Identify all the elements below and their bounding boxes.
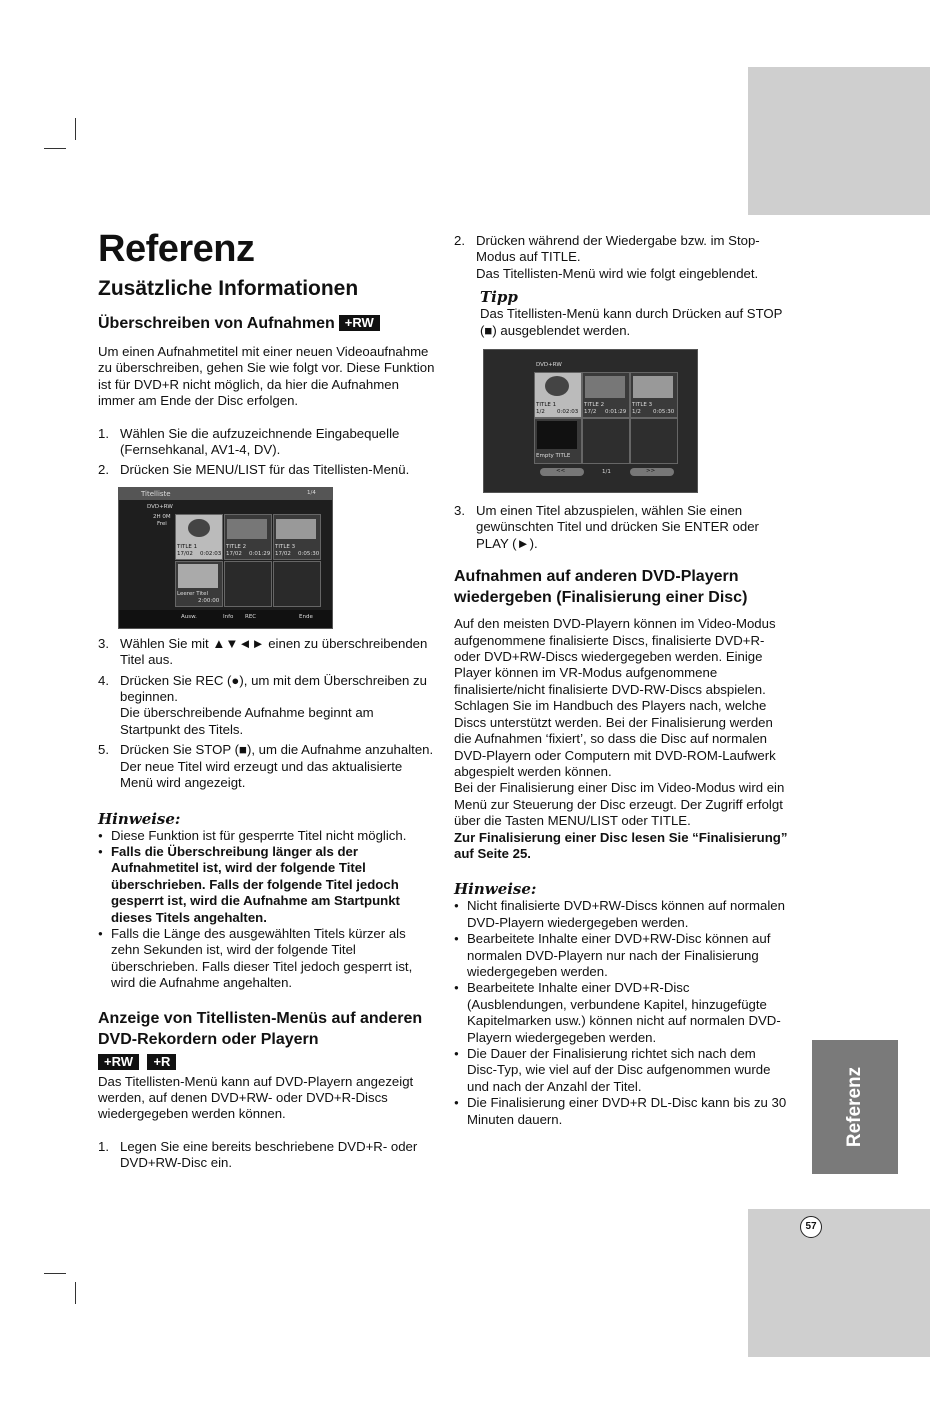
step-number: 3. <box>454 503 465 519</box>
note-item: ● Falls die Überschreibung länger als der Aufnahmetitel ist, wird der folgende Titel überschrieben. Falls der folgende Titel jedoch gesperrt ist, wird die Aufnahme am Startpunkt dieses Titels angehalten. <box>98 844 436 926</box>
footer-exit: Ende <box>299 613 313 620</box>
empty-slot <box>273 561 321 607</box>
intro-paragraph: Um einen Aufnahmetitel mit einer neuen Videoaufnahme zu überschreiben, gehen Sie wie folgt vor. Diese Funktion ist für DVD+R nicht möglich, da hier die Aufnahmen immer am Ende der Disc erfolgen. <box>98 344 435 409</box>
empty-title-time: 2:00:00 <box>198 597 220 604</box>
section-tab <box>812 1040 898 1174</box>
empty-slot <box>630 418 678 464</box>
list-item <box>98 462 436 478</box>
step-text: Um einen Titel abzuspielen, wählen Sie einen gewünschten Titel und drücken Sie ENTER oder PLAY (►). <box>476 503 759 551</box>
next-page-button[interactable] <box>630 468 674 476</box>
empty-slot <box>582 418 630 464</box>
list-item <box>98 673 436 739</box>
side-panel-bottom <box>748 1209 930 1357</box>
step-text: Wählen Sie mit ▲▼◄► einen zu überschreibenden Titel aus. <box>120 635 428 668</box>
thumb-name: TITLE 3 <box>632 402 653 409</box>
screen-free-time: 2H 0M <box>153 513 171 520</box>
section-heading: Aufnahmen auf anderen DVD-Playern wiedergeben (Finalisierung einer Disc) <box>454 568 748 607</box>
notes-heading: Hinweise: <box>98 809 181 828</box>
thumb-name: TITLE 1 <box>177 543 198 550</box>
note-item: ● Die Dauer der Finalisierung richtet sich nach dem Disc-Typ, wie viel auf der Disc aufgenommen wurde und nach der Anzahl der Titel. <box>454 1046 788 1095</box>
rw-badge: +RW <box>339 315 380 331</box>
notes-heading: Hinweise: <box>454 880 537 899</box>
thumb-name: TITLE 1 <box>536 402 557 409</box>
thumb-time: 0:01:29 <box>249 550 271 557</box>
left-column <box>98 228 436 1172</box>
step-text: Wählen Sie die aufzuzeichnende Eingabequelle (Fernsehkanal, AV1-4, DV). <box>120 425 400 458</box>
body-paragraph: Auf den meisten DVD-Playern können im Video-Modus aufgenommene finalisierte Discs, finalisierte DVD+R- oder DVD+RW-Discs wiedergegeben werden. Einige Player können im VR-Modus aufgenommene finalisierte/nicht finalisierte DVD-RW-Discs abspielen. Schlagen Sie im Handbuch des Players nach, welche Discs unterstützt werden. Bei der Finalisierung werden die Aufnahmen ‘fixiert’, so dass die Disc auf normalen DVD-Playern oder Computern mit DVD-ROM-Laufwerk abgespielt werden können. <box>454 616 776 779</box>
screen-header: Titelliste <box>141 489 171 498</box>
page-number: 57 <box>800 1216 822 1238</box>
prev-page-button[interactable] <box>540 468 584 476</box>
thumb-time: 0:05:30 <box>298 550 320 557</box>
empty-title-label: Empty TITLE <box>536 453 571 460</box>
step-text: Drücken Sie STOP (■), um die Aufnahme anzuhalten. <box>120 742 434 758</box>
thumb-date: 1/2 <box>536 409 545 416</box>
thumb-name: TITLE 3 <box>275 543 296 550</box>
list-item <box>454 503 788 552</box>
next-label: >> <box>646 468 656 475</box>
thumb-date: 17/02 <box>226 550 242 557</box>
section-tab-label: Referenz <box>844 1066 865 1148</box>
rw-badge: +RW <box>98 1054 139 1070</box>
note-item: ● Falls die Länge des ausgewählten Titels kürzer als zehn Sekunden ist, wird der folgende Titel überschrieben. Falls dieser Titel jedoch gesperrt ist, wird die Aufnahme angehalten. <box>98 926 436 992</box>
step-number: 2. <box>454 233 465 248</box>
empty-title-thumbnail <box>534 418 582 464</box>
thumb-time: 0:02:03 <box>200 550 222 557</box>
note-item: ● Die Finalisierung einer DVD+R DL-Disc kann bis zu 30 Minuten dauern. <box>454 1095 788 1128</box>
title-thumbnail <box>273 514 321 560</box>
section-heading <box>98 313 436 334</box>
title-thumbnail <box>582 372 630 418</box>
r-badge: +R <box>147 1054 176 1070</box>
note-item: ● Bearbeitete Inhalte einer DVD+R-Disc (Ausblendungen, verbundene Kapitel, hinzugefügte Kapitelmarken usw.) können nicht auf normalen DVD-Playern wiedergegeben werden. <box>454 980 788 1046</box>
list-item <box>98 426 436 459</box>
thumb-date: 1/2 <box>632 409 641 416</box>
body-paragraph: Bei der Finalisierung einer Disc im Video-Modus wird ein Menü zur Steuerung der Disc erzeugt. Der Zugriff erfolgt über die Tasten MENU/LIST oder TITLE. <box>454 780 785 829</box>
footer-select: Ausw. <box>181 613 197 620</box>
tip-heading: Tipp <box>480 288 518 307</box>
thumb-time: 0:02:03 <box>557 409 579 416</box>
step-number: 3. <box>98 635 109 651</box>
step-extra: Der neue Titel wird erzeugt und das aktualisierte Menü wird angezeigt. <box>120 758 403 791</box>
thumb-time: 0:01:29 <box>605 409 627 416</box>
right-column <box>454 233 788 1128</box>
heading-text: Überschreiben von Aufnahmen <box>98 315 335 332</box>
section-heading: Anzeige von Titellisten-Menüs auf anderen DVD-Rekordern oder Playern <box>98 1009 423 1048</box>
step-text: Drücken Sie MENU/LIST für das Titellisten-Menü. <box>120 462 410 478</box>
step-text: Drücken während der Wiedergabe bzw. im Stop-Modus auf TITLE. <box>476 233 760 265</box>
thumb-name: TITLE 2 <box>226 543 247 550</box>
title-thumbnail <box>224 514 272 560</box>
step-text: Legen Sie eine bereits beschriebene DVD+R- oder DVD+RW-Disc ein. <box>120 1138 418 1171</box>
note-item: ● Nicht finalisierte DVD+RW-Discs können auf normalen DVD-Playern wiedergegeben werden. <box>454 898 788 931</box>
title-menu-screenshot <box>483 349 698 493</box>
step-extra: Das Titellisten-Menü wird wie folgt eingeblendet. <box>476 265 759 281</box>
thumb-date: 17/02 <box>275 550 291 557</box>
tip-text: Das Titellisten-Menü kann durch Drücken auf STOP (■) ausgeblendet werden. <box>480 306 783 338</box>
page-title: Referenz <box>98 228 255 270</box>
crop-mark <box>75 118 76 140</box>
screen-page: 1/4 <box>307 489 316 496</box>
step-text: Drücken Sie REC (●), um mit dem Überschreiben zu beginnen. <box>120 672 427 705</box>
prev-label: << <box>556 468 566 475</box>
empty-slot <box>224 561 272 607</box>
list-item <box>98 742 436 791</box>
list-item <box>98 636 436 669</box>
note-item: ● Diese Funktion ist für gesperrte Titel nicht möglich. <box>98 828 436 844</box>
crop-mark <box>44 1273 66 1274</box>
step-number: 1. <box>98 1138 109 1154</box>
crop-mark <box>44 148 66 149</box>
footer-rec: REC <box>245 613 257 620</box>
title-thumbnail <box>534 372 582 418</box>
crop-mark <box>75 1282 76 1304</box>
thumb-date: 17/2 <box>584 409 597 416</box>
intro-paragraph: Das Titellisten-Menü kann auf DVD-Playern angezeigt werden, auf denen DVD+RW- oder DVD+R-Discs wiedergegeben werden können. <box>98 1073 414 1122</box>
footer-info: Info <box>223 613 234 620</box>
page-subtitle: Zusätzliche Informationen <box>98 277 359 300</box>
side-panel-top <box>748 67 930 215</box>
step-number: 4. <box>98 672 109 688</box>
step-extra: Die überschreibende Aufnahme beginnt am Startpunkt des Titels. <box>120 705 374 737</box>
note-item: ● Bearbeitete Inhalte einer DVD+RW-Disc können auf normalen DVD-Playern nur nach der Finalisierung wiedergegeben werden. <box>454 931 788 980</box>
badge-row <box>98 1054 436 1072</box>
title-thumbnail <box>630 372 678 418</box>
body-paragraph-bold: Zur Finalisierung einer Disc lesen Sie “Finalisierung” auf Seite 25. <box>454 829 788 861</box>
list-item <box>454 233 788 282</box>
screen-disc: DVD+RW <box>536 362 562 369</box>
screen-free: Frei <box>157 520 167 527</box>
title-thumbnail <box>175 514 223 560</box>
title-list-screenshot <box>118 487 333 629</box>
screen-disc: DVD+RW <box>147 503 173 510</box>
list-item <box>98 1139 436 1172</box>
page-indicator: 1/1 <box>602 469 611 476</box>
step-number: 2. <box>98 462 109 478</box>
empty-title-label: Leerer Titel <box>177 590 209 597</box>
step-number: 5. <box>98 742 109 758</box>
thumb-time: 0:05:30 <box>653 409 675 416</box>
empty-title-thumbnail <box>175 561 223 607</box>
thumb-date: 17/02 <box>177 550 193 557</box>
thumb-name: TITLE 2 <box>584 402 605 409</box>
step-number: 1. <box>98 425 109 441</box>
